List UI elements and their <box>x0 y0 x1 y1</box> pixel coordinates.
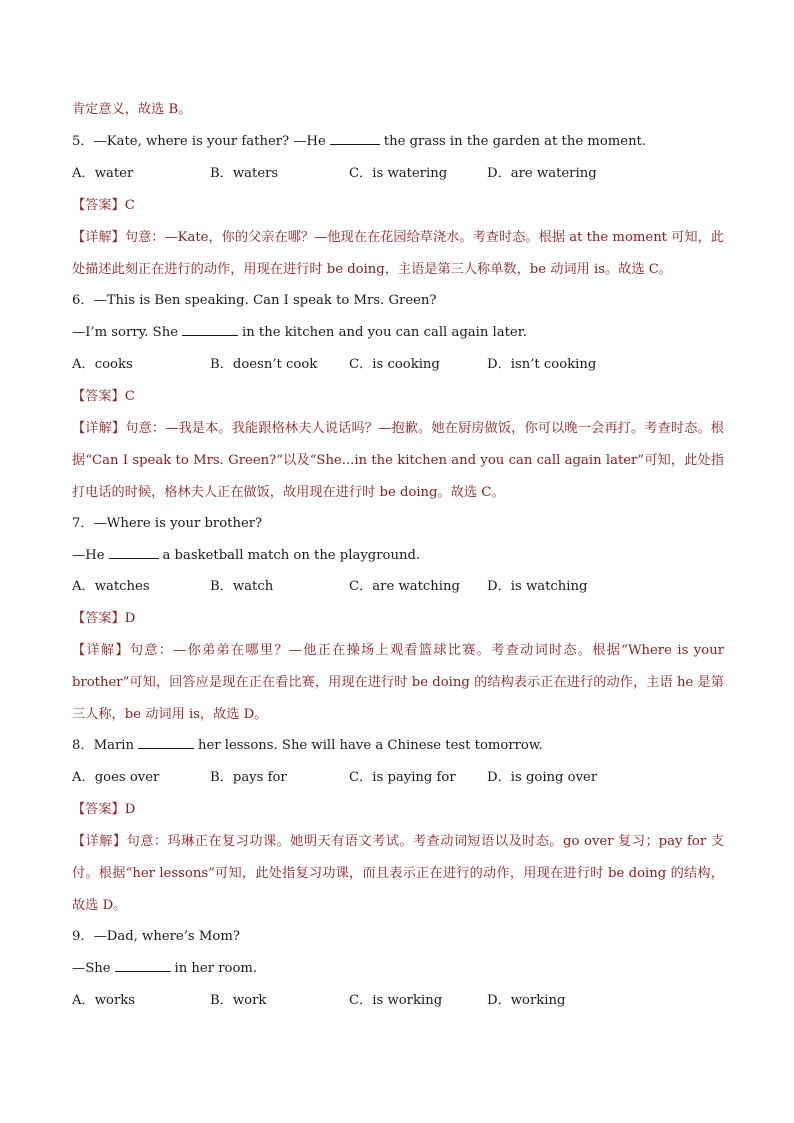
q8-stem <box>72 736 722 756</box>
q6-text-pre: —I’m sorry. She <box>72 325 179 340</box>
q8-detail-text: 句意：玛琳正在复习功课。她明天有语文考试。考查动词短语以及时态。go over 复习；pay for 支付。根据“her lessons”可知，此处指复习功课，而且表示正在进行的动作，用现在进行时 be doing 的结构，故选 D。 <box>72 834 724 913</box>
q7-number: 7． <box>72 516 94 531</box>
q9-option-c: C．is working <box>349 993 443 1008</box>
q7-option-d: D．is watching <box>487 579 588 594</box>
q6-detail <box>72 413 724 509</box>
q9-text-1: —Dad, where’s Mom? <box>93 929 240 944</box>
q8-option-a: A．goes over <box>72 770 160 785</box>
q7-answer <box>72 609 722 629</box>
q8-blank <box>138 736 194 749</box>
q9-number: 9． <box>72 929 94 944</box>
q9-text-pre: —She <box>72 961 111 976</box>
q6-stem-line1 <box>72 291 722 311</box>
q8-number: 8． <box>72 738 94 753</box>
answer-label: 【答案】 <box>72 198 125 213</box>
q6-number: 6． <box>72 293 94 308</box>
q5-option-a: A．water <box>72 166 134 181</box>
q7-stem-line1 <box>72 514 722 534</box>
q5-number: 5． <box>72 134 94 149</box>
q7-options <box>72 577 722 597</box>
detail-label: 【详解】 <box>72 421 126 436</box>
q9-options <box>72 991 722 1011</box>
q5-text-post: the grass in the garden at the moment. <box>383 134 647 149</box>
answer-label: 【答案】 <box>72 802 125 817</box>
q7-answer-value: D <box>124 611 136 626</box>
q6-option-a: A．cooks <box>72 357 133 372</box>
q5-stem <box>72 132 722 152</box>
answer-label: 【答案】 <box>72 611 125 626</box>
q9-stem-line2 <box>72 959 722 979</box>
q9-option-b: B．work <box>210 993 267 1008</box>
q7-option-b: B．watch <box>210 579 274 594</box>
answer-label: 【答案】 <box>72 389 125 404</box>
q8-answer <box>72 800 722 820</box>
q6-option-c: C．is cooking <box>349 357 440 372</box>
q8-option-c: C．is paying for <box>349 770 456 785</box>
q5-option-c: C．is watering <box>349 166 448 181</box>
q8-answer-value: D <box>124 802 136 817</box>
q9-stem-line1 <box>72 927 722 947</box>
detail-label: 【详解】 <box>72 230 125 245</box>
q7-stem-line2 <box>72 546 722 566</box>
q8-options <box>72 768 722 788</box>
q7-text-pre: —He <box>72 548 105 563</box>
q8-text-pre: Marin <box>93 738 134 753</box>
q7-detail-text: 句意：—你弟弟在哪里？—他正在操场上观看篮球比赛。考查动词时态。根据“Where is your brother”可知，回答应是现在正在看比赛，用现在进行时 be doing 的结构表示正在进行的动作，主语 he 是第三人称，be 动词用 is，故选 D。 <box>72 643 724 722</box>
q6-stem-line2 <box>72 323 722 343</box>
q6-blank <box>182 323 238 336</box>
q6-options <box>72 355 722 375</box>
q9-option-d: D．working <box>487 993 566 1008</box>
q9-option-a: A．works <box>72 993 136 1008</box>
q6-text-1: —This is Ben speaking. Can I speak to Mrs. Green? <box>93 293 437 308</box>
q7-blank <box>109 546 159 559</box>
q7-detail <box>72 635 724 731</box>
detail-label: 【详解】 <box>72 834 127 849</box>
q7-text-1: —Where is your brother? <box>93 516 263 531</box>
q4-explanation-tail: 肯定意义，故选 B。 <box>72 102 192 117</box>
q8-detail <box>72 826 724 922</box>
q7-text-post: a basketball match on the playground. <box>162 548 421 563</box>
q5-blank <box>330 132 380 145</box>
q6-text-post: in the kitchen and you can call again later. <box>242 325 527 340</box>
q8-option-d: D．is going over <box>487 770 598 785</box>
q8-option-b: B．pays for <box>210 770 287 785</box>
q6-answer <box>72 387 722 407</box>
q5-option-d: D．are watering <box>487 166 597 181</box>
q7-option-c: C．are watching <box>349 579 460 594</box>
q5-options <box>72 164 722 184</box>
q5-detail-text: 句意：—Kate，你的父亲在哪？—他现在在花园给草浇水。考查时态。根据 at the moment 可知，此处描述此刻正在进行的动作，用现在进行时 be doing，主语是第三人称单数，be 动词用 is。故选 C。 <box>72 230 724 277</box>
q5-answer <box>72 196 722 216</box>
q9-blank <box>115 959 171 972</box>
q5-option-b: B．waters <box>210 166 279 181</box>
q5-text-pre: —Kate, where is your father? —He <box>93 134 326 149</box>
q7-option-a: A．watches <box>72 579 150 594</box>
q5-detail <box>72 222 724 286</box>
q6-option-b: B．doesn’t cook <box>210 357 318 372</box>
q6-answer-value: C <box>124 389 135 404</box>
detail-label: 【详解】 <box>72 643 130 658</box>
q5-answer-value: C <box>124 198 135 213</box>
q8-text-post: her lessons. She will have a Chinese test tomorrow. <box>197 738 543 753</box>
q6-detail-text: 句意：—我是本。我能跟格林夫人说话吗？—抱歉。她在厨房做饭，你可以晚一会再打。考查时态。根据“Can I speak to Mrs. Green?”以及“She...in the kitchen and you can call again later”可知，此处指打电话的时候，格林夫人正在做饭，故用现在进行时 be doing。故选 C。 <box>72 421 724 500</box>
q9-text-post: in her room. <box>174 961 258 976</box>
q6-option-d: D．isn’t cooking <box>487 357 597 372</box>
